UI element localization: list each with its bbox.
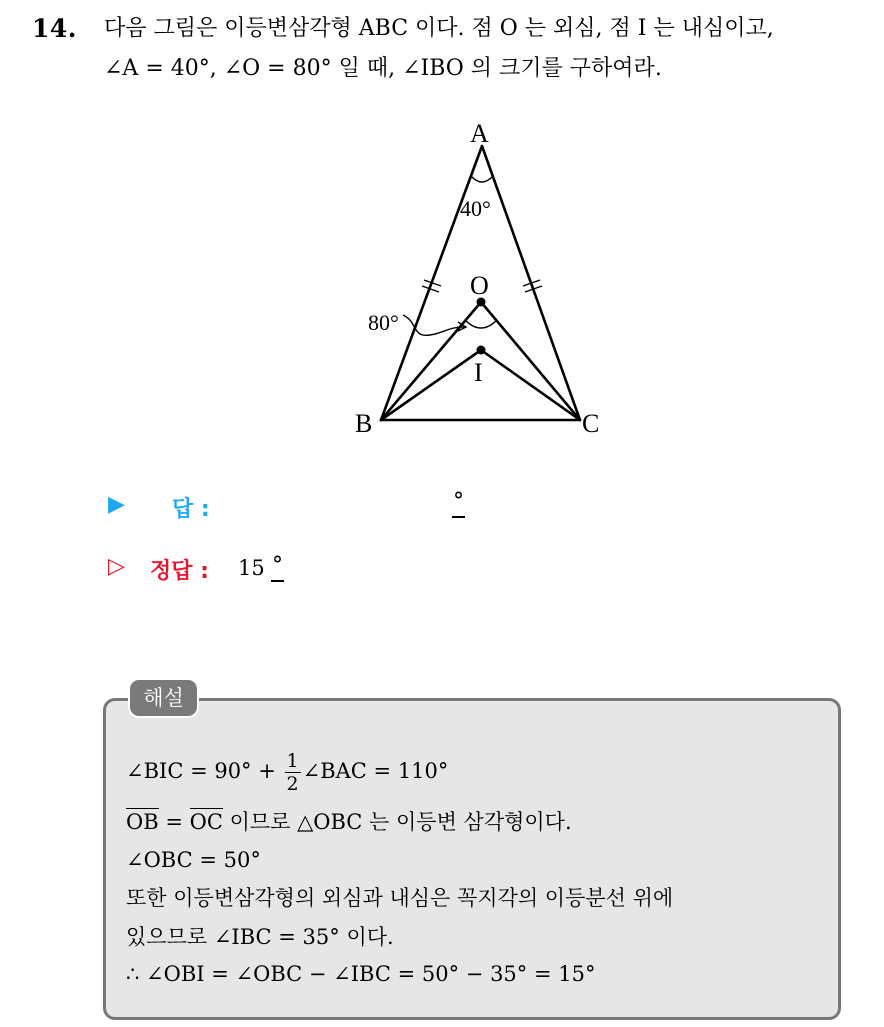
correct-answer-play-icon: ▷	[108, 554, 125, 579]
triangle-figure	[350, 112, 620, 442]
point-i	[477, 346, 486, 355]
solution-line-4: 또한 이등변삼각형의 외심과 내심은 꼭지각의 이등분선 위에	[126, 886, 674, 910]
fraction-denominator: 2	[286, 773, 299, 795]
question-number: 14.	[32, 14, 77, 43]
answer-blank[interactable]: °	[452, 488, 465, 518]
fraction-one-half	[285, 750, 301, 795]
question-text-line-2: ∠A = 40°, ∠O = 80° 일 때, ∠IBO 의 크기를 구하여라.	[104, 56, 662, 81]
label-a: A	[470, 119, 489, 148]
solution-line-6: ∴ ∠OBI = ∠OBC − ∠IBC = 50° − 35° = 15°	[126, 962, 596, 986]
solution-line-2-end: 이므로 △OBC 는 이등변 삼각형이다.	[222, 810, 572, 834]
fraction-numerator: 1	[286, 750, 299, 772]
label-b: B	[355, 409, 373, 438]
solution-line-2	[126, 808, 572, 836]
solution-line-1-start: ∠BIC = 90° +	[126, 759, 283, 783]
question-text-line-1: 다음 그림은 이등변삼각형 ABC 이다. 점 O 는 외심, 점 I 는 내심이고,	[104, 16, 774, 41]
equals-sign: =	[158, 810, 190, 834]
label-c: C	[582, 409, 600, 438]
solution-tab: 해설	[128, 678, 199, 718]
correct-answer-label: 정답 :	[150, 559, 209, 584]
answer-play-icon: ▶	[108, 492, 125, 517]
solution-line-1	[126, 750, 448, 795]
angle-label-a: 40°	[460, 196, 491, 221]
angle-arc-a	[471, 176, 493, 182]
solution-line-1-end: ∠BAC = 110°	[302, 759, 449, 783]
segment-ob-text: OB	[126, 810, 159, 834]
segment-oc-text: OC	[189, 810, 223, 834]
label-o: O	[470, 271, 489, 300]
solution-line-5: 있으므로 ∠IBC = 35° 이다.	[126, 925, 394, 949]
solution-line-3: ∠OBC = 50°	[126, 848, 261, 872]
angle-arc-o	[465, 320, 497, 328]
correct-answer-unit: °	[271, 552, 284, 582]
angle-label-o: 80°	[368, 310, 399, 335]
answer-label: 답 :	[172, 497, 210, 522]
label-i: I	[474, 358, 483, 387]
correct-answer-value: 15	[238, 556, 265, 580]
